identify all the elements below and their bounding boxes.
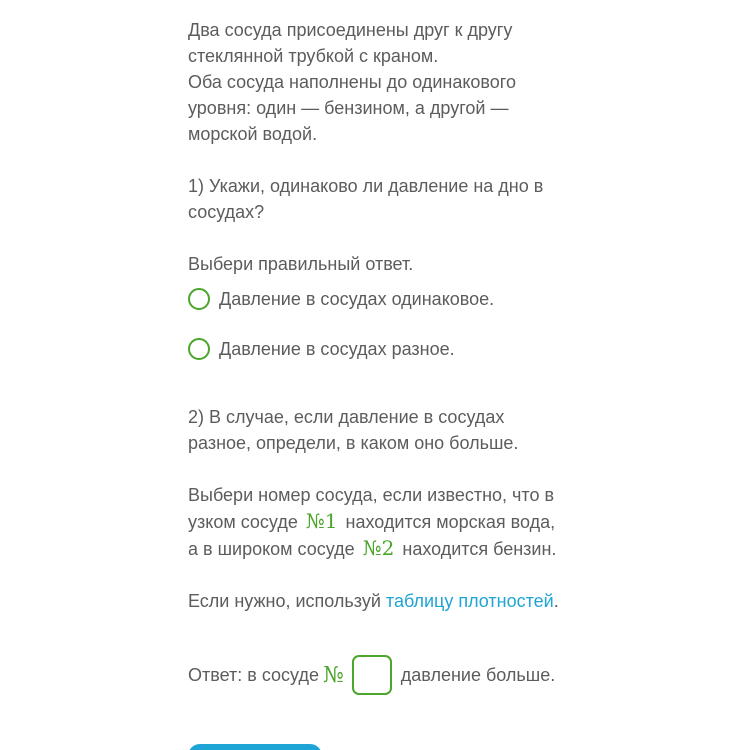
hint [188,588,568,614]
vessel-description [188,482,568,562]
choose-prompt: Выбери правильный ответ. [188,254,414,274]
answer-input[interactable] [352,655,392,695]
option-label: Давление в сосудах одинаковое. [219,289,495,309]
number-sign: № [322,662,344,688]
task-intro [188,17,568,147]
option-label: Давление в сосудах разное. [219,339,455,359]
radio-icon[interactable] [188,288,210,310]
option-same-pressure[interactable] [188,286,568,312]
option-different-pressure[interactable] [188,336,568,362]
vessel-text-part2: находится морская вода, а в широком сосуде [188,512,556,559]
intro-line-1: Два сосуда присоединены друг к другу стеклянной трубкой с краном. [188,20,513,66]
vessel-number-1: №1 [305,509,338,533]
vessel-text-part3: находится бензин. [402,539,557,559]
answer-row [188,655,555,695]
answer-suffix: давление больше. [400,664,556,685]
hint-suffix: . [553,591,559,611]
vessel-text-part1: Выбери номер сосуда, если известно, что в узком сосуде [188,485,555,532]
question-1: 1) Укажи, одинаково ли давление на дно в сосудах? [188,176,544,222]
density-table-link[interactable]: таблицу плотностей [385,591,554,611]
vessel-number-2: №2 [362,536,395,560]
radio-icon[interactable] [188,338,210,360]
intro-line-2: Оба сосуда наполнены до одинакового уровня: один — бензином, а другой — морской водой. [188,72,516,144]
answer-prefix: Ответ: в сосуде [188,664,319,685]
submit-button[interactable] [188,744,322,750]
hint-prefix: Если нужно, используй [188,591,381,611]
answer-options [188,286,568,362]
question-2: 2) В случае, если давление в сосудах разное, определи, в каком оно больше. [188,407,519,453]
task-content [188,17,568,614]
